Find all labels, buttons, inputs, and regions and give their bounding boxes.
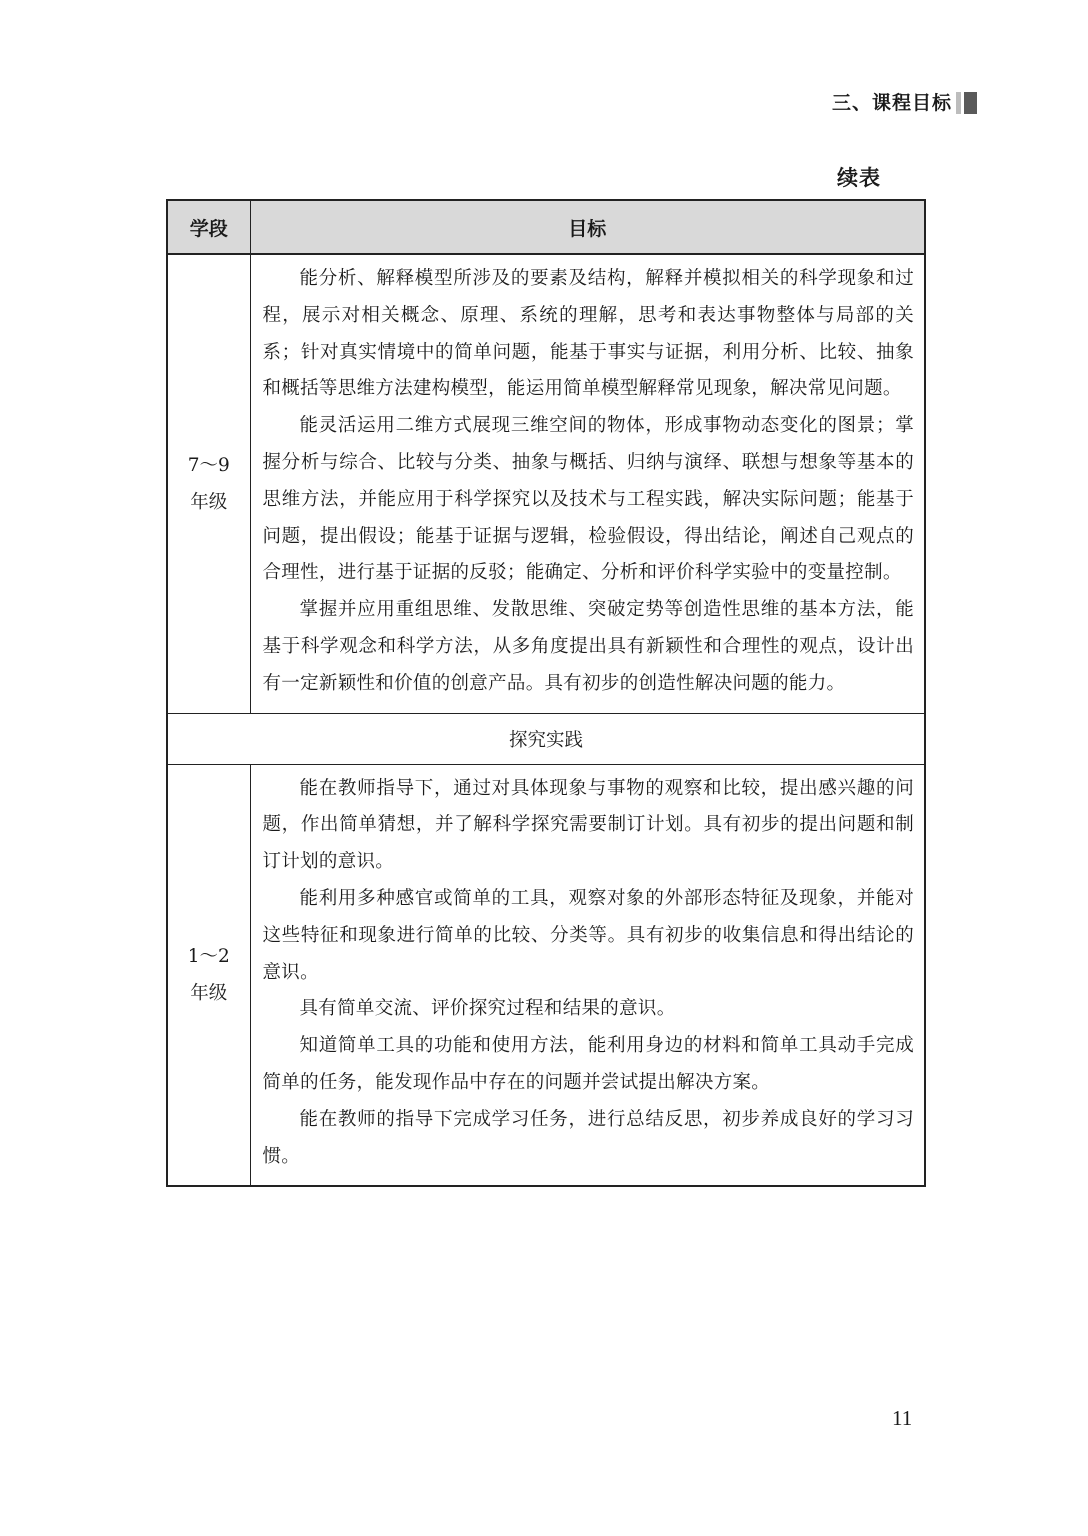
goal-paragraph: 知道简单工具的功能和使用方法，能利用身边的材料和简单工具动手完成简单的任务，能发现作品中存在的问题并尝试提出解决方案。	[262, 1035, 914, 1093]
goal-paragraph: 能利用多种感官或简单的工具，观察对象的外部形态特征及现象，并能对这些特征和现象进行简单的比较、分类等。具有初步的收集信息和得出结论的意识。	[262, 887, 914, 983]
table-row	[167, 254, 925, 713]
goal-paragraph: 能在教师指导下，通过对具体现象与事物的观察和比较，提出感兴趣的问题，作出简单猜想，并了解科学探究需要制订计划。具有初步的提出问题和制订计划的意识。	[262, 777, 914, 873]
section-row	[167, 713, 925, 764]
stage-range: 1～2	[187, 945, 230, 967]
header-bar-light	[956, 92, 961, 114]
goal-cell	[250, 764, 925, 1186]
stage-unit: 年级	[190, 982, 228, 1004]
table-header-row	[167, 200, 925, 254]
goal-cell	[250, 254, 925, 713]
table-continued-label: 续表	[837, 166, 881, 190]
goal-paragraph: 掌握并应用重组思维、发散思维、突破定势等创造性思维的基本方法，能基于科学观念和科学方法，从多角度提出具有新颖性和合理性的观点，设计出有一定新颖性和价值的创意产品。具有初步的创造性解决问题的能力。	[262, 599, 914, 694]
section-title: 探究实践	[167, 713, 925, 764]
goal-paragraph: 能分析、解释模型所涉及的要素及结构，解释并模拟相关的科学现象和过程，展示对相关概念、原理、系统的理解，思考和表达事物整体与局部的关系；针对真实情境中的简单问题，能基于事实与证据，利用分析、比较、抽象和概括等思维方法建构模型，能运用简单模型解释常见现象，解决常见问题。	[262, 268, 914, 400]
running-header: 三、课程目标	[831, 92, 952, 114]
header-decoration-bars	[956, 92, 982, 114]
course-goals-table	[166, 199, 926, 1187]
goal-paragraph: 能灵活运用二维方式展现三维空间的物体，形成事物动态变化的图景；掌握分析与综合、比较与分类、抽象与概括、归纳与演绎、联想与想象等基本的思维方法，并能应用于科学探究以及技术与工程实践，解决实际问题；能基于问题，提出假设；能基于证据与逻辑，检验假设，得出结论，阐述自己观点的合理性，进行基于证据的反驳；能确定、分析和评价科学实验中的变量控制。	[262, 415, 914, 584]
stage-unit: 年级	[190, 491, 228, 513]
column-header-stage: 学段	[167, 200, 250, 254]
page-number: 11	[892, 1406, 913, 1430]
header-bar-dark	[964, 92, 977, 114]
goal-paragraph: 能在教师的指导下完成学习任务，进行总结反思，初步养成良好的学习习惯。	[262, 1108, 914, 1167]
stage-cell	[167, 254, 250, 713]
stage-range: 7～9	[187, 454, 230, 476]
stage-cell	[167, 764, 250, 1186]
table-row	[167, 764, 925, 1186]
column-header-goal: 目标	[250, 200, 925, 254]
goal-paragraph: 具有简单交流、评价探究过程和结果的意识。	[299, 998, 676, 1020]
